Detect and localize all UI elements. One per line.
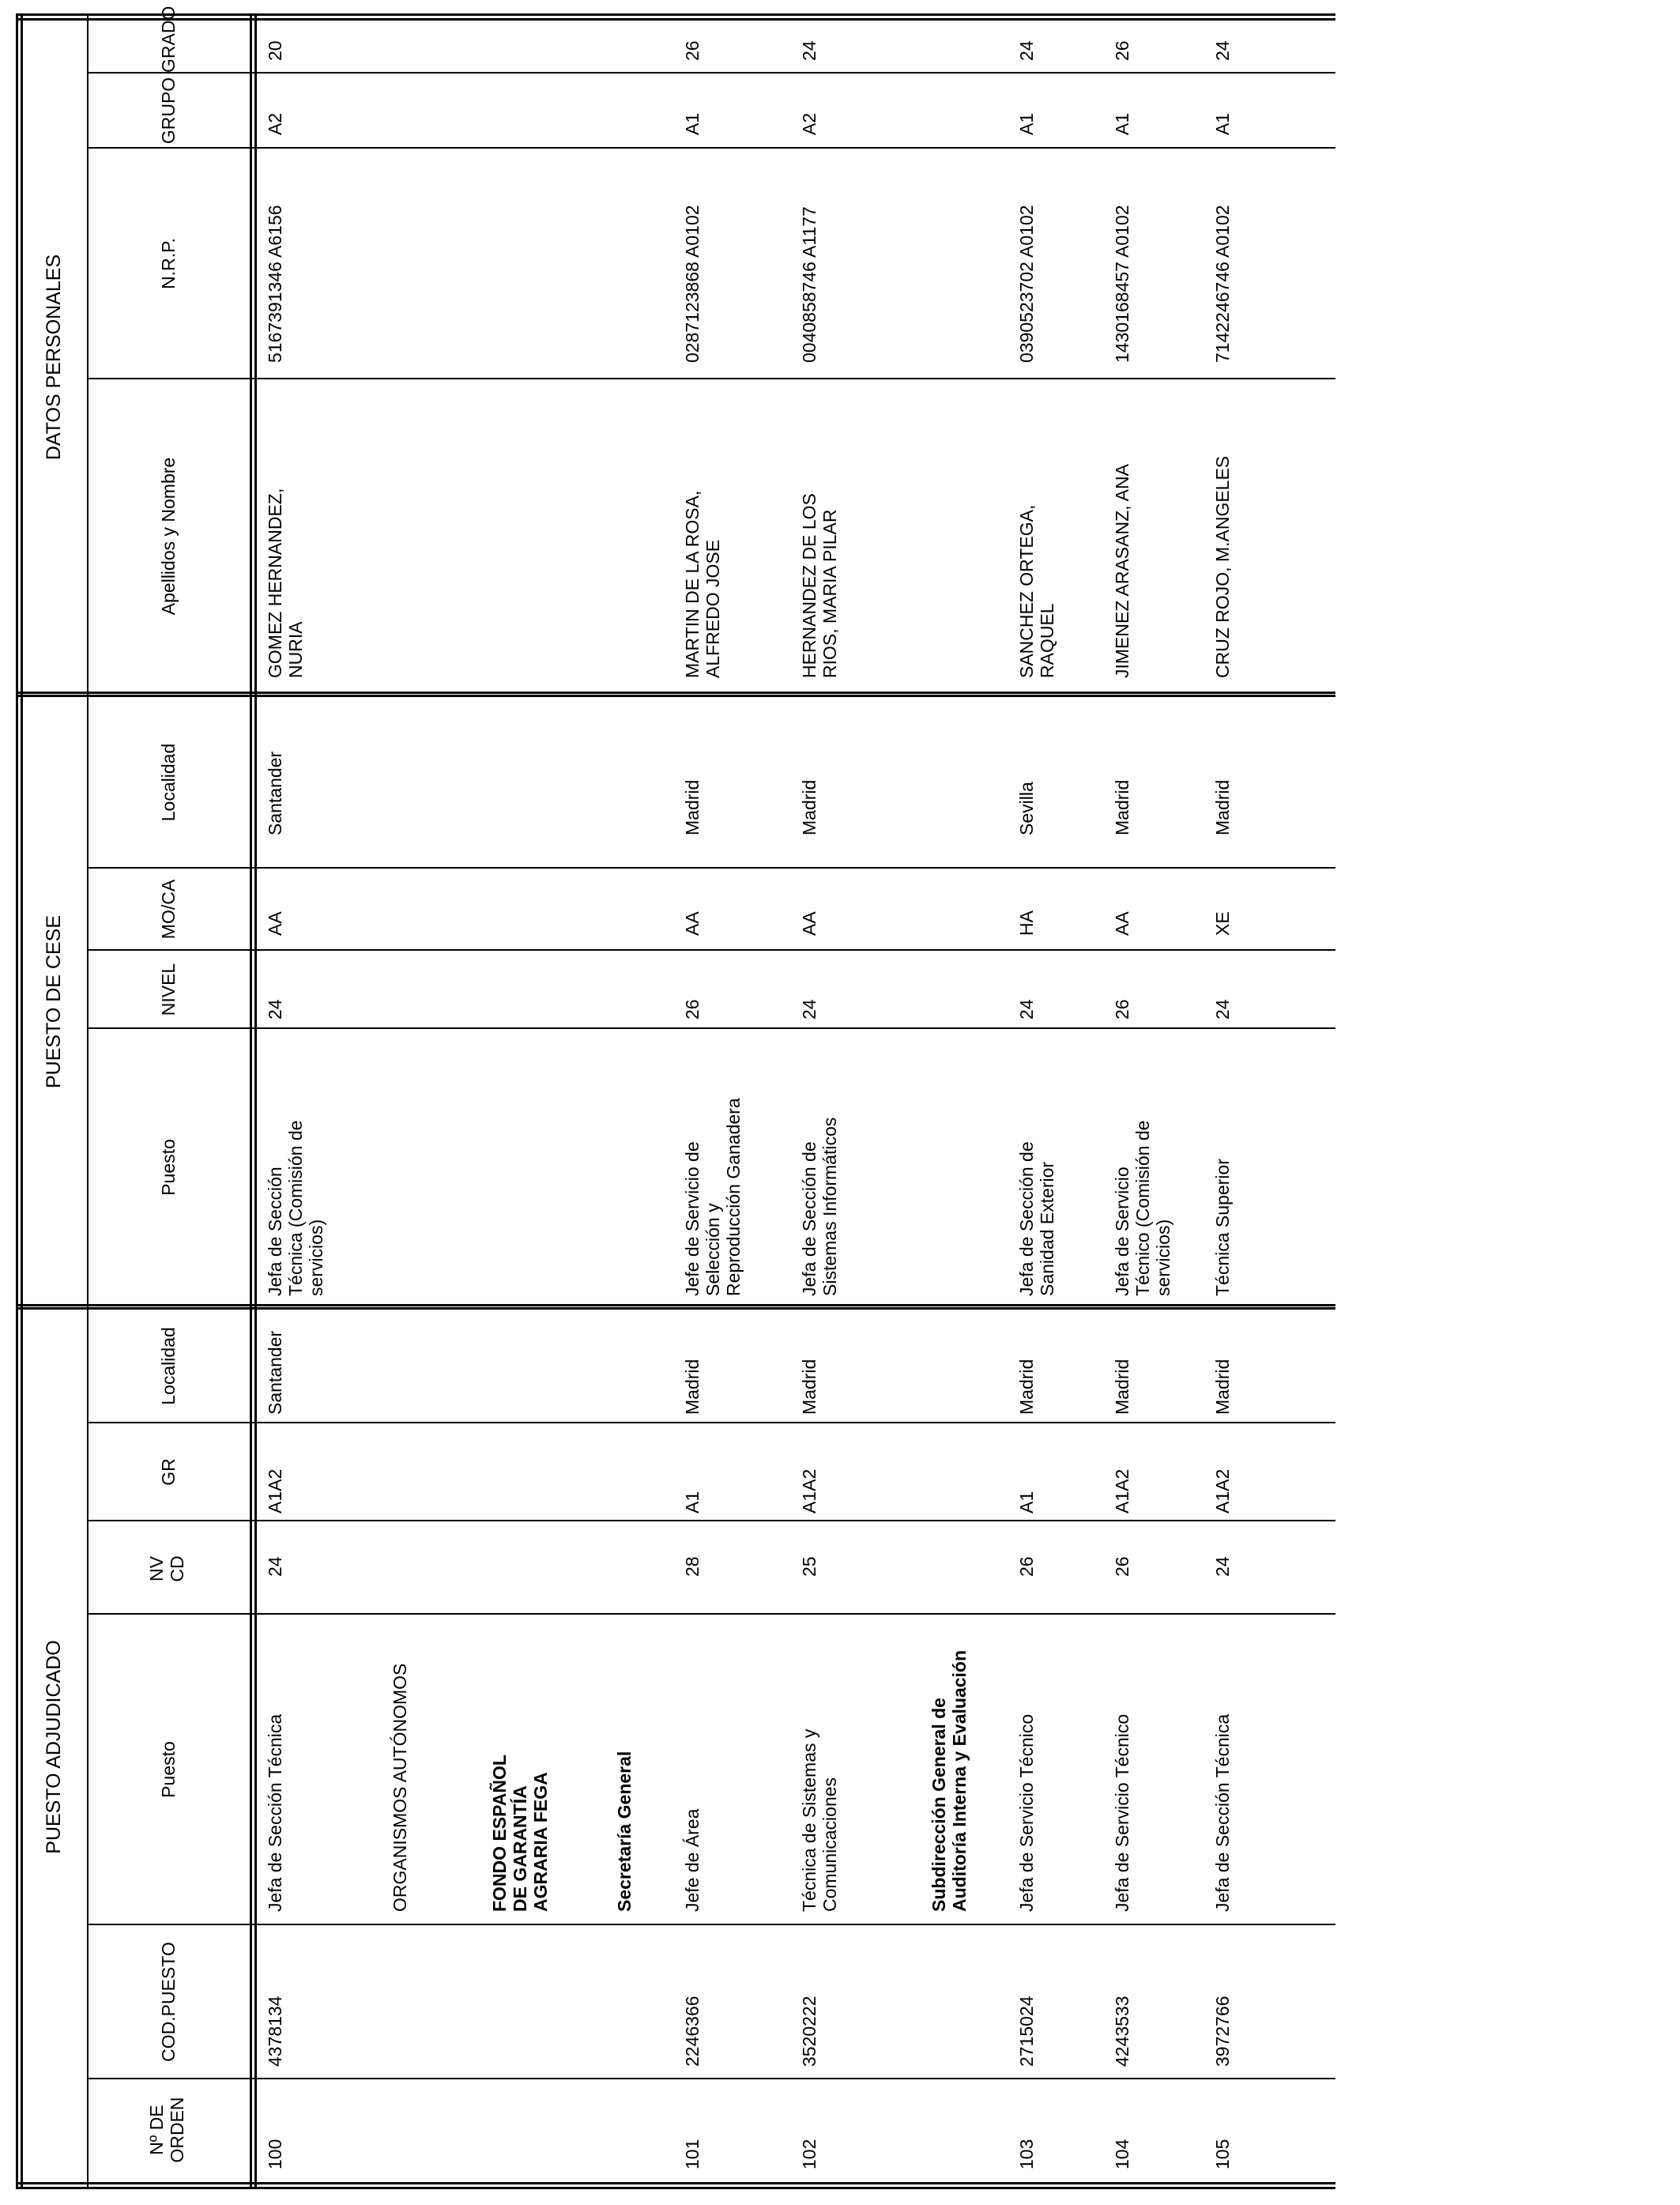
cell-orden: 103 [1016,2139,1037,2169]
cell-nivel: 24 [1212,999,1233,1020]
cell-nivel: 24 [265,999,285,1020]
cell-grado: 26 [1112,40,1132,61]
section-fega: FONDO ESPAÑOL DE GARANTÍA AGRARIA FEGA [489,1755,551,1912]
section-subdireccion-auditoria: Subdirección General de Auditoría Interna y Evaluación [929,1649,970,1912]
cell-puesto-cese: Jefa de Sección Técnica (Comisión de servicios) [265,1120,326,1296]
cell-apellidos-nombre: CRUZ ROJO, M.ANGELES [1212,455,1233,678]
cell-grado: 24 [1016,40,1037,61]
cell-grupo: A1 [1212,112,1233,135]
cell-gr: A1A2 [1112,1468,1132,1513]
cell-grado: 26 [682,40,703,61]
cell-grupo: A2 [265,112,285,135]
cell-apellidos-nombre: GOMEZ HERNANDEZ, NURIA [265,488,306,678]
cell-nv-cd: 26 [1112,1556,1132,1577]
cell-localidad-cese: Sevilla [1016,782,1037,835]
col-header-grupo: GRUPO [158,77,179,145]
cell-grupo: A1 [1016,112,1037,135]
cell-puesto-cese: Jefe de Servicio de Selección y Reproducción Ganadera [682,1098,744,1296]
cell-localidad: Santander [265,1330,285,1415]
group-header-puesto-de-cese: PUESTO DE CESE [43,914,65,1089]
col-header-localidad-adjudicado: Localidad [158,1327,179,1405]
cell-gr: A1 [1016,1491,1037,1513]
cell-grupo: A2 [799,112,819,135]
col-header-nv-cd: NV CD [146,1555,188,1582]
cell-gr: A1A2 [799,1468,819,1513]
cell-localidad-cese: Madrid [1112,779,1132,835]
cell-nv-cd: 28 [682,1556,703,1577]
cell-puesto: Jefa de Servicio Técnico [1016,1713,1037,1912]
cell-grupo: A1 [682,112,703,135]
cell-gr: A1A2 [265,1468,285,1513]
cell-puesto-cese: Jefa de Sección de Sistemas Informáticos [799,1117,840,1296]
section-secretaria-general: Secretaría General [614,1751,635,1912]
cell-cod-puesto: 2246366 [682,1996,703,2067]
group-header-puesto-adjudicado: PUESTO ADJUDICADO [43,1640,65,1854]
col-header-mo-ca: MO/CA [158,879,179,940]
cell-nv-cd: 25 [799,1556,819,1577]
cell-grado: 20 [265,40,285,61]
cell-nv-cd: 24 [1212,1556,1233,1577]
cell-nivel: 26 [682,999,703,1020]
cell-cod-puesto: 4378134 [265,1996,285,2067]
cell-orden: 104 [1112,2139,1132,2169]
cell-puesto-cese: Jefa de Servicio Técnico (Comisión de servicios) [1112,1120,1173,1296]
cell-nrp: 0390523702 A0102 [1016,205,1037,363]
col-header-puesto-cese: Puesto [158,1139,179,1196]
group-header-datos-personales: DATOS PERSONALES [43,254,65,461]
cell-nrp: 0040858746 A1177 [799,206,819,363]
cell-apellidos-nombre: JIMENEZ ARASANZ, ANA [1112,464,1132,678]
cell-cod-puesto: 4243533 [1112,1996,1132,2067]
cell-nrp: 1430168457 A0102 [1112,205,1132,363]
cell-nrp: 0287123868 A0102 [682,205,703,363]
cell-mo-ca: XE [1212,911,1233,936]
cell-localidad: Madrid [1212,1359,1233,1415]
cell-puesto: Jefa de Servicio Técnico [1112,1713,1132,1912]
cell-nv-cd: 24 [265,1556,285,1577]
cell-puesto: Jefa de Sección Técnica [1212,1713,1233,1912]
cell-orden: 102 [799,2139,819,2169]
col-header-grado: GRADO [158,6,179,73]
cell-localidad: Madrid [682,1359,703,1415]
cell-localidad-cese: Madrid [1212,779,1233,835]
cell-mo-ca: AA [265,911,285,936]
cell-grado: 24 [1212,40,1233,61]
cell-mo-ca: AA [682,911,703,936]
cell-apellidos-nombre: SANCHEZ ORTEGA, RAQUEL [1016,504,1057,678]
cell-localidad: Madrid [1112,1359,1132,1415]
cell-puesto: Jefe de Área [682,1808,703,1912]
cell-gr: A1 [682,1491,703,1513]
cell-orden: 100 [265,2139,285,2169]
cell-localidad: Madrid [1016,1359,1037,1415]
cell-mo-ca: HA [1016,910,1037,936]
cell-nivel: 26 [1112,999,1132,1020]
col-header-apellidos-nombre: Apellidos y Nombre [158,457,179,616]
col-header-nrp: N.R.P. [158,238,179,289]
cell-mo-ca: AA [1112,911,1132,936]
cell-grupo: A1 [1112,112,1132,135]
cell-puesto: Técnica de Sistemas y Comunicaciones [799,1728,840,1912]
section-organismos-autonomos: ORGANISMOS AUTÓNOMOS [390,1663,410,1912]
col-header-gr: GR [158,1458,179,1486]
cell-gr: A1A2 [1212,1468,1233,1513]
cell-nv-cd: 26 [1016,1556,1037,1577]
cell-orden: 101 [682,2139,703,2169]
cell-mo-ca: AA [799,911,819,936]
cell-localidad: Madrid [799,1359,819,1415]
cell-localidad-cese: Santander [265,751,285,835]
cell-apellidos-nombre: HERNANDEZ DE LOS RIOS, MARIA PILAR [799,493,840,678]
cell-orden: 105 [1212,2139,1233,2169]
cell-cod-puesto: 3972766 [1212,1996,1233,2067]
cell-grado: 24 [799,40,819,61]
col-header-orden: Nº DE ORDEN [146,2097,188,2163]
col-header-puesto-adjudicado: Puesto [158,1741,179,1798]
cell-localidad-cese: Madrid [682,779,703,835]
col-header-localidad-cese: Localidad [158,743,179,822]
cell-nrp: 5167391346 A6156 [265,205,285,363]
cell-localidad-cese: Madrid [799,779,819,835]
cell-puesto-cese: Técnica Superior [1212,1159,1233,1296]
cell-nrp: 7142246746 A0102 [1212,205,1233,363]
cell-cod-puesto: 3520222 [799,1996,819,2067]
cell-nivel: 24 [799,999,819,1020]
cell-cod-puesto: 2715024 [1016,1996,1037,2067]
col-header-nivel: NIVEL [158,963,179,1016]
cell-apellidos-nombre: MARTIN DE LA ROSA, ALFREDO JOSE [682,490,723,678]
col-header-cod-puesto: COD.PUESTO [158,1942,179,2062]
cell-puesto-cese: Jefa de Sección de Sanidad Exterior [1016,1141,1057,1296]
cell-puesto: Jefa de Sección Técnica [265,1713,285,1912]
cell-nivel: 24 [1016,999,1037,1020]
